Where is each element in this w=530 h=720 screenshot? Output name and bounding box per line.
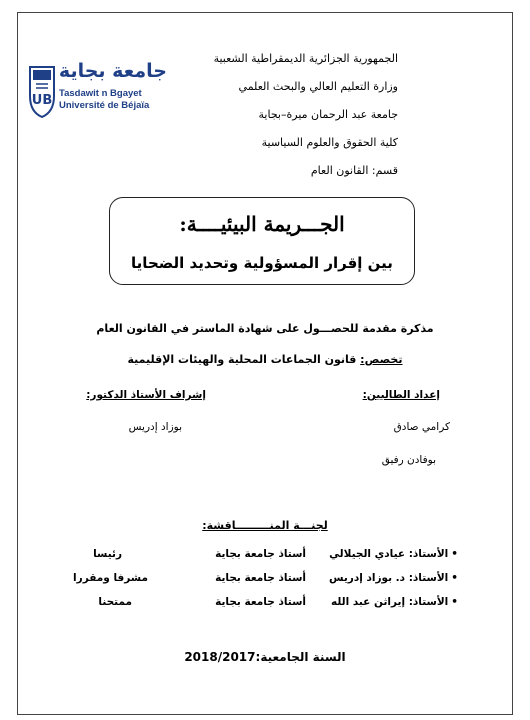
- specialty-value: قانون الجماعات المحلية والهيئات الإقليمية: [127, 353, 357, 366]
- committee-member-1-name: •الأستاذ: عيادي الجيلالي: [329, 548, 458, 560]
- logo-arabic-text: جامعة بجاية: [58, 60, 167, 82]
- thesis-title: الجـــريمة البيئيــــة:: [179, 212, 345, 236]
- committee-member-1-affiliation: أستاذ جامعة بجاية: [215, 548, 306, 560]
- committee-member-3-role: ممتحنا: [98, 596, 132, 608]
- specialty-label: تخصص:: [360, 353, 403, 366]
- logo-line-kabyle: Tasdawit n Bgayet: [59, 88, 142, 99]
- supervisor-label: إشراف الأستاذ الدكتور:: [86, 389, 206, 401]
- header-faculty: كلية الحقوق والعلوم السياسية: [261, 136, 398, 149]
- student-name-1: كرامي صادق: [393, 421, 450, 433]
- committee-member-2-affiliation: أستاذ جامعة بجاية: [215, 572, 306, 584]
- bullet-icon: •: [451, 548, 458, 560]
- academic-year: السنة الجامعية:2018/2017: [184, 650, 346, 664]
- bullet-icon: •: [451, 596, 458, 608]
- committee-member-3-affiliation: أستاذ جامعة بجاية: [215, 596, 306, 608]
- committee-member-2-role: مشرفا ومقررا: [73, 572, 148, 584]
- university-emblem-icon: [27, 62, 57, 118]
- students-label: إعداد الطالبين:: [362, 389, 440, 401]
- committee-heading: لجنـــة المنـــــــــاقشة:: [202, 519, 328, 532]
- header-university: جامعة عبد الرحمان ميرة–بجاية: [258, 108, 398, 121]
- header-ministry: وزارة التعليم العالي والبحث العلمي: [238, 80, 398, 93]
- logo-line-french: Université de Béjaïa: [59, 100, 150, 111]
- header-department: قسم: القانون العام: [310, 164, 398, 177]
- committee-member-2-name: •الأستاذ: د. بوزاد إدريس: [329, 572, 458, 584]
- bullet-icon: •: [451, 572, 458, 584]
- supervisor-name: بوزاد إدريس: [128, 421, 182, 433]
- committee-member-1-role: رئيسا: [93, 548, 122, 560]
- committee-member-3-name: •الأستاذ: إيراثن عبد الله: [330, 596, 458, 608]
- title-box: [109, 197, 415, 285]
- thesis-subtitle: بين إقرار المسؤولية وتحديد الضحايا: [131, 254, 393, 272]
- student-name-2: بوفادن رفيق: [381, 454, 436, 466]
- header-republic: الجمهورية الجزائرية الديمقراطية الشعبية: [213, 52, 398, 65]
- specialty-line: [40, 353, 490, 366]
- svg-text:UB: UB: [31, 93, 53, 108]
- memo-description: مذكرة مقدمة للحصـــول على شهادة الماستر في القانون العام: [96, 322, 434, 335]
